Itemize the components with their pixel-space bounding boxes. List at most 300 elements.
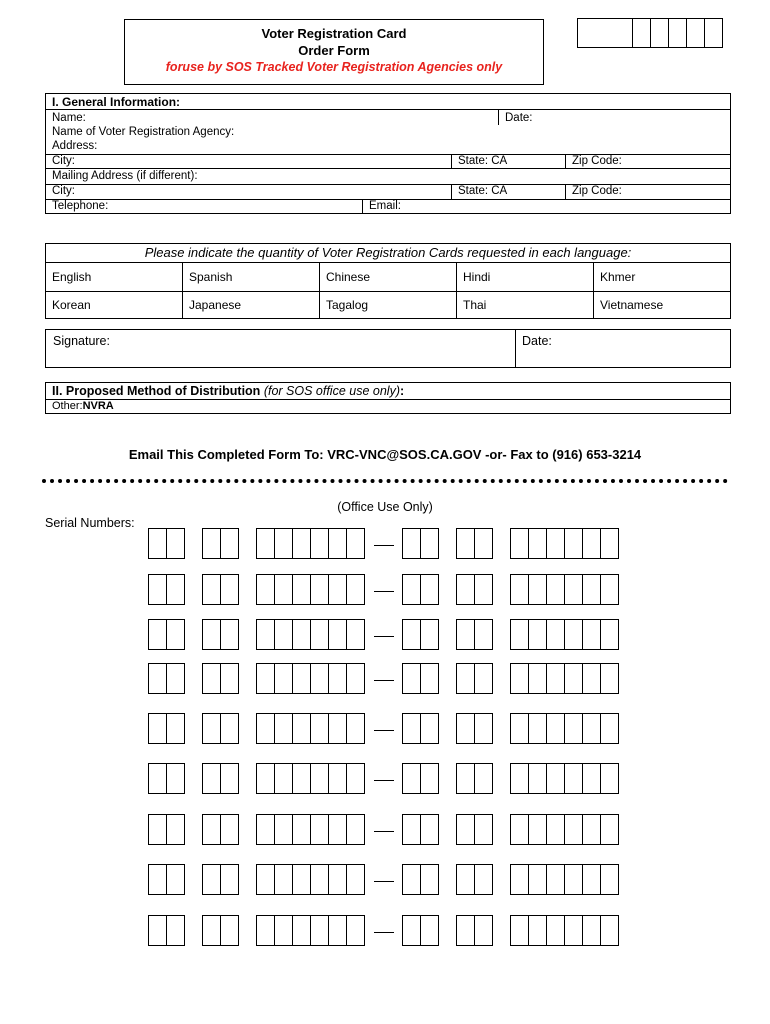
serial-digit-box[interactable] (256, 528, 275, 559)
serial-digit-box[interactable] (166, 663, 185, 694)
serial-digit-box[interactable] (510, 619, 529, 650)
serial-digit-input[interactable] (275, 815, 292, 844)
serial-digit-input[interactable] (221, 620, 238, 649)
serial-digit-input[interactable] (347, 865, 364, 894)
serial-digit-box[interactable] (274, 663, 293, 694)
serial-digit-box[interactable] (402, 915, 421, 946)
serial-digit-input[interactable] (311, 764, 328, 793)
office-id-digit-box[interactable] (632, 18, 651, 48)
serial-digit-input[interactable] (167, 575, 184, 604)
serial-digit-box[interactable] (600, 619, 619, 650)
serial-digit-input[interactable] (167, 529, 184, 558)
serial-digit-box[interactable] (582, 915, 601, 946)
serial-digit-input[interactable] (601, 764, 618, 793)
serial-digit-input[interactable] (529, 529, 546, 558)
serial-digit-input[interactable] (403, 575, 420, 604)
language-english-cell[interactable]: English (52, 270, 92, 284)
serial-digit-box[interactable] (256, 619, 275, 650)
serial-digit-input[interactable] (421, 714, 438, 743)
serial-digit-input[interactable] (601, 664, 618, 693)
serial-digit-box[interactable] (274, 763, 293, 794)
serial-digit-input[interactable] (149, 916, 166, 945)
serial-digit-box[interactable] (202, 619, 221, 650)
serial-digit-box[interactable] (582, 814, 601, 845)
serial-digit-input[interactable] (457, 575, 474, 604)
serial-digit-input[interactable] (457, 664, 474, 693)
serial-digit-input[interactable] (311, 620, 328, 649)
serial-digit-box[interactable] (546, 528, 565, 559)
serial-digit-input[interactable] (275, 714, 292, 743)
serial-digit-input[interactable] (475, 815, 492, 844)
serial-digit-input[interactable] (293, 916, 310, 945)
serial-digit-input[interactable] (565, 764, 582, 793)
serial-digit-box[interactable] (528, 814, 547, 845)
serial-digit-box[interactable] (328, 663, 347, 694)
serial-digit-box[interactable] (546, 713, 565, 744)
serial-digit-input[interactable] (457, 815, 474, 844)
serial-digit-box[interactable] (148, 663, 167, 694)
serial-digit-box[interactable] (148, 814, 167, 845)
serial-digit-box[interactable] (528, 663, 547, 694)
serial-digit-box[interactable] (420, 574, 439, 605)
serial-digit-input[interactable] (311, 529, 328, 558)
serial-digit-input[interactable] (311, 575, 328, 604)
serial-digit-input[interactable] (511, 714, 528, 743)
serial-digit-box[interactable] (328, 619, 347, 650)
serial-digit-input[interactable] (167, 865, 184, 894)
serial-digit-box[interactable] (474, 619, 493, 650)
serial-digit-input[interactable] (601, 620, 618, 649)
serial-digit-input[interactable] (203, 529, 220, 558)
serial-digit-box[interactable] (292, 574, 311, 605)
serial-digit-input[interactable] (403, 764, 420, 793)
serial-digit-box[interactable] (456, 814, 475, 845)
serial-digit-box[interactable] (220, 528, 239, 559)
serial-digit-box[interactable] (420, 663, 439, 694)
serial-digit-input[interactable] (565, 664, 582, 693)
serial-digit-input[interactable] (257, 865, 274, 894)
serial-digit-box[interactable] (328, 915, 347, 946)
serial-digit-box[interactable] (402, 663, 421, 694)
serial-digit-input[interactable] (565, 620, 582, 649)
serial-digit-input[interactable] (529, 620, 546, 649)
serial-digit-box[interactable] (148, 763, 167, 794)
serial-digit-input[interactable] (511, 815, 528, 844)
serial-digit-box[interactable] (202, 713, 221, 744)
serial-digit-input[interactable] (275, 575, 292, 604)
serial-digit-box[interactable] (310, 574, 329, 605)
serial-digit-input[interactable] (547, 916, 564, 945)
serial-digit-box[interactable] (202, 763, 221, 794)
serial-digit-input[interactable] (203, 815, 220, 844)
serial-digit-input[interactable] (601, 916, 618, 945)
serial-digit-box[interactable] (420, 763, 439, 794)
office-id-digit-box[interactable] (650, 18, 669, 48)
serial-digit-input[interactable] (547, 764, 564, 793)
serial-digit-input[interactable] (529, 916, 546, 945)
serial-digit-input[interactable] (421, 865, 438, 894)
language-spanish-cell[interactable]: Spanish (189, 270, 233, 284)
serial-digit-box[interactable] (582, 713, 601, 744)
serial-digit-input[interactable] (565, 815, 582, 844)
serial-digit-input[interactable] (565, 529, 582, 558)
serial-digit-box[interactable] (220, 713, 239, 744)
serial-digit-box[interactable] (346, 763, 365, 794)
serial-digit-input[interactable] (529, 664, 546, 693)
serial-digit-input[interactable] (221, 764, 238, 793)
serial-digit-box[interactable] (402, 864, 421, 895)
serial-digit-box[interactable] (274, 814, 293, 845)
serial-digit-input[interactable] (583, 815, 600, 844)
serial-digit-box[interactable] (310, 619, 329, 650)
serial-digit-box[interactable] (148, 574, 167, 605)
serial-digit-input[interactable] (347, 620, 364, 649)
serial-digit-input[interactable] (329, 714, 346, 743)
serial-digit-input[interactable] (475, 529, 492, 558)
serial-digit-box[interactable] (292, 814, 311, 845)
serial-digit-box[interactable] (402, 619, 421, 650)
serial-digit-box[interactable] (600, 864, 619, 895)
serial-digit-box[interactable] (346, 574, 365, 605)
serial-digit-box[interactable] (166, 619, 185, 650)
serial-digit-box[interactable] (166, 574, 185, 605)
serial-digit-box[interactable] (600, 763, 619, 794)
serial-digit-box[interactable] (402, 574, 421, 605)
serial-digit-box[interactable] (202, 528, 221, 559)
serial-digit-box[interactable] (166, 713, 185, 744)
serial-digit-box[interactable] (256, 713, 275, 744)
serial-digit-input[interactable] (547, 815, 564, 844)
serial-digit-input[interactable] (583, 865, 600, 894)
serial-digit-box[interactable] (256, 864, 275, 895)
serial-digit-input[interactable] (149, 714, 166, 743)
serial-digit-input[interactable] (203, 714, 220, 743)
serial-digit-input[interactable] (583, 664, 600, 693)
serial-digit-box[interactable] (310, 915, 329, 946)
serial-digit-box[interactable] (474, 814, 493, 845)
serial-digit-input[interactable] (475, 620, 492, 649)
serial-digit-input[interactable] (511, 575, 528, 604)
serial-digit-input[interactable] (511, 620, 528, 649)
serial-digit-box[interactable] (148, 619, 167, 650)
serial-digit-box[interactable] (310, 528, 329, 559)
serial-digit-input[interactable] (601, 529, 618, 558)
serial-digit-box[interactable] (420, 713, 439, 744)
serial-digit-box[interactable] (582, 528, 601, 559)
serial-digit-input[interactable] (547, 865, 564, 894)
serial-digit-box[interactable] (456, 864, 475, 895)
serial-digit-input[interactable] (257, 664, 274, 693)
serial-digit-input[interactable] (257, 620, 274, 649)
serial-digit-input[interactable] (565, 865, 582, 894)
serial-digit-input[interactable] (257, 575, 274, 604)
serial-digit-box[interactable] (292, 663, 311, 694)
serial-digit-input[interactable] (329, 764, 346, 793)
serial-digit-box[interactable] (564, 619, 583, 650)
serial-digit-box[interactable] (582, 619, 601, 650)
serial-digit-box[interactable] (456, 528, 475, 559)
serial-digit-box[interactable] (420, 864, 439, 895)
serial-digit-input[interactable] (293, 664, 310, 693)
office-id-box[interactable] (577, 18, 633, 48)
serial-digit-box[interactable] (546, 864, 565, 895)
serial-digit-input[interactable] (203, 664, 220, 693)
serial-digit-box[interactable] (546, 915, 565, 946)
serial-digit-input[interactable] (221, 865, 238, 894)
serial-digit-box[interactable] (256, 763, 275, 794)
serial-digit-input[interactable] (293, 529, 310, 558)
serial-digit-box[interactable] (328, 574, 347, 605)
serial-digit-box[interactable] (292, 864, 311, 895)
office-id-digit-box[interactable] (668, 18, 687, 48)
serial-digit-input[interactable] (293, 620, 310, 649)
serial-digit-box[interactable] (510, 528, 529, 559)
serial-digit-input[interactable] (347, 764, 364, 793)
serial-digit-box[interactable] (274, 619, 293, 650)
serial-digit-box[interactable] (456, 915, 475, 946)
serial-digit-box[interactable] (510, 713, 529, 744)
serial-digit-input[interactable] (583, 714, 600, 743)
serial-digit-box[interactable] (402, 528, 421, 559)
serial-digit-box[interactable] (528, 763, 547, 794)
serial-digit-box[interactable] (474, 663, 493, 694)
serial-digit-input[interactable] (511, 916, 528, 945)
serial-digit-input[interactable] (475, 714, 492, 743)
serial-digit-box[interactable] (528, 574, 547, 605)
serial-digit-input[interactable] (221, 916, 238, 945)
serial-digit-box[interactable] (510, 864, 529, 895)
serial-digit-box[interactable] (148, 528, 167, 559)
serial-digit-input[interactable] (547, 620, 564, 649)
serial-digit-input[interactable] (167, 620, 184, 649)
serial-digit-input[interactable] (275, 865, 292, 894)
serial-digit-box[interactable] (310, 713, 329, 744)
serial-digit-input[interactable] (311, 865, 328, 894)
serial-digit-input[interactable] (403, 620, 420, 649)
serial-digit-input[interactable] (457, 764, 474, 793)
serial-digit-input[interactable] (421, 764, 438, 793)
serial-digit-box[interactable] (274, 528, 293, 559)
serial-digit-box[interactable] (220, 619, 239, 650)
serial-digit-box[interactable] (328, 713, 347, 744)
serial-digit-box[interactable] (166, 763, 185, 794)
serial-digit-input[interactable] (203, 865, 220, 894)
serial-digit-box[interactable] (148, 915, 167, 946)
serial-digit-input[interactable] (457, 714, 474, 743)
serial-digit-box[interactable] (292, 713, 311, 744)
serial-digit-input[interactable] (293, 764, 310, 793)
serial-digit-box[interactable] (402, 814, 421, 845)
serial-digit-input[interactable] (329, 865, 346, 894)
serial-digit-input[interactable] (275, 664, 292, 693)
serial-digit-input[interactable] (167, 916, 184, 945)
serial-digit-input[interactable] (329, 575, 346, 604)
serial-digit-input[interactable] (329, 815, 346, 844)
serial-digit-input[interactable] (529, 865, 546, 894)
serial-digit-input[interactable] (529, 815, 546, 844)
serial-digit-box[interactable] (582, 574, 601, 605)
serial-digit-box[interactable] (420, 814, 439, 845)
serial-digit-input[interactable] (475, 664, 492, 693)
serial-digit-box[interactable] (346, 814, 365, 845)
serial-digit-box[interactable] (564, 864, 583, 895)
serial-digit-box[interactable] (582, 763, 601, 794)
serial-digit-box[interactable] (564, 713, 583, 744)
serial-digit-box[interactable] (456, 574, 475, 605)
serial-digit-input[interactable] (403, 865, 420, 894)
serial-digit-box[interactable] (166, 528, 185, 559)
serial-digit-input[interactable] (475, 575, 492, 604)
serial-digit-input[interactable] (275, 620, 292, 649)
serial-digit-box[interactable] (310, 814, 329, 845)
serial-digit-box[interactable] (510, 814, 529, 845)
serial-digit-box[interactable] (310, 763, 329, 794)
serial-digit-input[interactable] (275, 916, 292, 945)
serial-digit-input[interactable] (583, 575, 600, 604)
serial-digit-box[interactable] (510, 763, 529, 794)
serial-digit-box[interactable] (292, 528, 311, 559)
language-tagalog-cell[interactable]: Tagalog (326, 298, 369, 312)
serial-digit-box[interactable] (528, 619, 547, 650)
serial-digit-box[interactable] (474, 763, 493, 794)
serial-digit-input[interactable] (475, 916, 492, 945)
serial-digit-input[interactable] (149, 815, 166, 844)
serial-digit-box[interactable] (528, 528, 547, 559)
office-id-digit-box[interactable] (686, 18, 705, 48)
serial-digit-box[interactable] (420, 619, 439, 650)
serial-digit-input[interactable] (511, 529, 528, 558)
serial-digit-input[interactable] (149, 664, 166, 693)
serial-digit-box[interactable] (346, 528, 365, 559)
serial-digit-input[interactable] (547, 575, 564, 604)
serial-digit-input[interactable] (403, 714, 420, 743)
serial-digit-box[interactable] (346, 915, 365, 946)
serial-digit-input[interactable] (293, 815, 310, 844)
serial-digit-box[interactable] (456, 713, 475, 744)
serial-digit-box[interactable] (474, 864, 493, 895)
serial-digit-input[interactable] (529, 575, 546, 604)
serial-digit-input[interactable] (221, 815, 238, 844)
serial-digit-input[interactable] (403, 664, 420, 693)
serial-digit-box[interactable] (148, 713, 167, 744)
language-korean-cell[interactable]: Korean (52, 298, 91, 312)
serial-digit-input[interactable] (329, 916, 346, 945)
serial-digit-input[interactable] (347, 529, 364, 558)
serial-digit-box[interactable] (564, 915, 583, 946)
serial-digit-box[interactable] (274, 713, 293, 744)
serial-digit-box[interactable] (474, 713, 493, 744)
serial-digit-box[interactable] (346, 713, 365, 744)
serial-digit-box[interactable] (328, 864, 347, 895)
serial-digit-input[interactable] (149, 764, 166, 793)
serial-digit-box[interactable] (564, 574, 583, 605)
serial-digit-box[interactable] (220, 864, 239, 895)
serial-digit-input[interactable] (257, 714, 274, 743)
serial-digit-input[interactable] (203, 575, 220, 604)
serial-digit-input[interactable] (293, 575, 310, 604)
serial-digit-box[interactable] (202, 915, 221, 946)
serial-digit-box[interactable] (166, 864, 185, 895)
serial-digit-box[interactable] (600, 528, 619, 559)
serial-digit-input[interactable] (511, 764, 528, 793)
serial-digit-box[interactable] (474, 528, 493, 559)
serial-digit-input[interactable] (421, 664, 438, 693)
serial-digit-input[interactable] (403, 529, 420, 558)
serial-digit-box[interactable] (528, 713, 547, 744)
serial-digit-input[interactable] (565, 575, 582, 604)
language-chinese-cell[interactable]: Chinese (326, 270, 371, 284)
serial-digit-input[interactable] (293, 865, 310, 894)
serial-digit-box[interactable] (582, 663, 601, 694)
serial-digit-input[interactable] (167, 815, 184, 844)
serial-digit-box[interactable] (256, 574, 275, 605)
office-id-digit-box[interactable] (704, 18, 723, 48)
serial-digit-input[interactable] (475, 764, 492, 793)
serial-digit-box[interactable] (510, 915, 529, 946)
serial-digit-box[interactable] (292, 619, 311, 650)
serial-digit-box[interactable] (220, 763, 239, 794)
serial-digit-input[interactable] (275, 764, 292, 793)
serial-digit-input[interactable] (347, 575, 364, 604)
serial-digit-input[interactable] (203, 764, 220, 793)
serial-digit-box[interactable] (292, 763, 311, 794)
language-vietnamese-cell[interactable]: Vietnamese (600, 298, 664, 312)
language-japanese-cell[interactable]: Japanese (189, 298, 242, 312)
serial-digit-box[interactable] (456, 663, 475, 694)
serial-digit-input[interactable] (329, 664, 346, 693)
serial-digit-box[interactable] (310, 663, 329, 694)
serial-digit-box[interactable] (346, 864, 365, 895)
serial-digit-input[interactable] (221, 575, 238, 604)
language-thai-cell[interactable]: Thai (463, 298, 487, 312)
serial-digit-box[interactable] (474, 915, 493, 946)
serial-digit-input[interactable] (601, 815, 618, 844)
serial-digit-box[interactable] (220, 574, 239, 605)
serial-digit-input[interactable] (329, 529, 346, 558)
serial-digit-input[interactable] (547, 714, 564, 743)
serial-digit-input[interactable] (547, 529, 564, 558)
serial-digit-box[interactable] (256, 915, 275, 946)
serial-digit-input[interactable] (221, 664, 238, 693)
serial-digit-box[interactable] (600, 574, 619, 605)
serial-digit-box[interactable] (328, 528, 347, 559)
serial-digit-input[interactable] (529, 764, 546, 793)
language-hindi-cell[interactable]: Hindi (463, 270, 491, 284)
serial-digit-input[interactable] (167, 714, 184, 743)
serial-digit-box[interactable] (310, 864, 329, 895)
serial-digit-input[interactable] (347, 916, 364, 945)
serial-digit-input[interactable] (203, 916, 220, 945)
serial-digit-box[interactable] (564, 528, 583, 559)
serial-digit-box[interactable] (456, 763, 475, 794)
serial-digit-box[interactable] (274, 864, 293, 895)
serial-digit-input[interactable] (529, 714, 546, 743)
serial-digit-box[interactable] (420, 915, 439, 946)
serial-digit-box[interactable] (256, 663, 275, 694)
serial-digit-input[interactable] (565, 714, 582, 743)
serial-digit-box[interactable] (546, 619, 565, 650)
serial-digit-box[interactable] (166, 915, 185, 946)
serial-digit-input[interactable] (403, 815, 420, 844)
serial-digit-input[interactable] (311, 714, 328, 743)
serial-digit-input[interactable] (565, 916, 582, 945)
serial-digit-input[interactable] (149, 529, 166, 558)
serial-digit-input[interactable] (457, 529, 474, 558)
serial-digit-input[interactable] (257, 815, 274, 844)
serial-digit-input[interactable] (583, 764, 600, 793)
serial-digit-input[interactable] (583, 620, 600, 649)
serial-digit-box[interactable] (474, 574, 493, 605)
